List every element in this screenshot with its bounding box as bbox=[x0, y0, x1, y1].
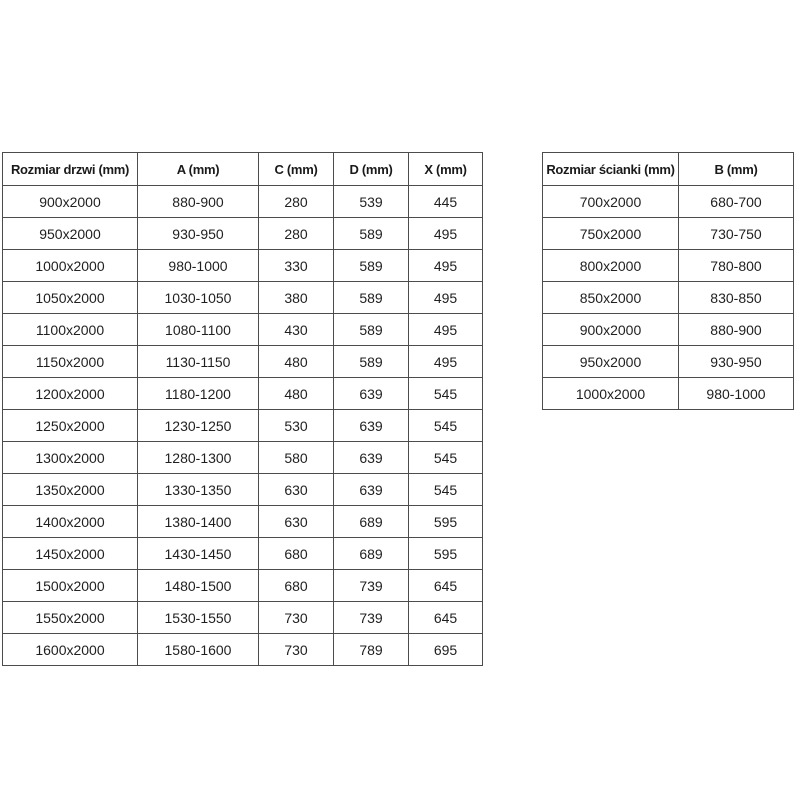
door-size-table bbox=[2, 152, 483, 666]
table-cell: 539 bbox=[334, 186, 409, 218]
table-cell: 1200x2000 bbox=[3, 378, 138, 410]
table-cell: 1580-1600 bbox=[138, 634, 259, 666]
table-cell: 680-700 bbox=[679, 186, 794, 218]
table-row bbox=[3, 602, 483, 634]
table-cell: 330 bbox=[259, 250, 334, 282]
table-cell: 1380-1400 bbox=[138, 506, 259, 538]
table-row bbox=[543, 186, 794, 218]
table-cell: 780-800 bbox=[679, 250, 794, 282]
table-cell: 1530-1550 bbox=[138, 602, 259, 634]
table-cell: 1000x2000 bbox=[3, 250, 138, 282]
table-row bbox=[3, 506, 483, 538]
table-cell: 645 bbox=[409, 602, 483, 634]
table-row bbox=[543, 218, 794, 250]
table-cell: 1280-1300 bbox=[138, 442, 259, 474]
table-cell: 595 bbox=[409, 506, 483, 538]
table-cell: 430 bbox=[259, 314, 334, 346]
table-cell: 589 bbox=[334, 346, 409, 378]
table-cell: 750x2000 bbox=[543, 218, 679, 250]
column-header: Rozmiar ścianki (mm) bbox=[543, 153, 679, 186]
table-cell: 639 bbox=[334, 410, 409, 442]
wall-table-header-row bbox=[543, 153, 794, 186]
table-row bbox=[3, 314, 483, 346]
table-cell: 1130-1150 bbox=[138, 346, 259, 378]
table-cell: 545 bbox=[409, 474, 483, 506]
table-cell: 900x2000 bbox=[3, 186, 138, 218]
table-cell: 730 bbox=[259, 602, 334, 634]
wall-table-body bbox=[543, 186, 794, 410]
table-cell: 1180-1200 bbox=[138, 378, 259, 410]
table-cell: 495 bbox=[409, 218, 483, 250]
table-row bbox=[3, 378, 483, 410]
table-cell: 1230-1250 bbox=[138, 410, 259, 442]
table-cell: 1030-1050 bbox=[138, 282, 259, 314]
table-cell: 645 bbox=[409, 570, 483, 602]
column-header: C (mm) bbox=[259, 153, 334, 186]
table-row bbox=[3, 186, 483, 218]
table-cell: 1480-1500 bbox=[138, 570, 259, 602]
table-cell: 1080-1100 bbox=[138, 314, 259, 346]
table-cell: 545 bbox=[409, 410, 483, 442]
table-cell: 1350x2000 bbox=[3, 474, 138, 506]
table-cell: 545 bbox=[409, 378, 483, 410]
table-cell: 730-750 bbox=[679, 218, 794, 250]
table-cell: 880-900 bbox=[138, 186, 259, 218]
table-row bbox=[3, 218, 483, 250]
table-cell: 695 bbox=[409, 634, 483, 666]
table-cell: 739 bbox=[334, 570, 409, 602]
table-cell: 700x2000 bbox=[543, 186, 679, 218]
table-cell: 589 bbox=[334, 250, 409, 282]
table-cell: 730 bbox=[259, 634, 334, 666]
table-cell: 480 bbox=[259, 346, 334, 378]
table-row bbox=[3, 410, 483, 442]
table-cell: 480 bbox=[259, 378, 334, 410]
table-cell: 900x2000 bbox=[543, 314, 679, 346]
table-row bbox=[543, 378, 794, 410]
table-row bbox=[3, 250, 483, 282]
table-row bbox=[3, 570, 483, 602]
column-header: D (mm) bbox=[334, 153, 409, 186]
table-row bbox=[543, 250, 794, 282]
table-cell: 689 bbox=[334, 506, 409, 538]
table-row bbox=[3, 634, 483, 666]
table-cell: 380 bbox=[259, 282, 334, 314]
table-row bbox=[3, 346, 483, 378]
table-cell: 545 bbox=[409, 442, 483, 474]
table-cell: 930-950 bbox=[138, 218, 259, 250]
table-cell: 639 bbox=[334, 378, 409, 410]
wall-size-table bbox=[542, 152, 794, 410]
table-cell: 639 bbox=[334, 474, 409, 506]
door-table-body bbox=[3, 186, 483, 666]
table-cell: 1050x2000 bbox=[3, 282, 138, 314]
table-row bbox=[543, 314, 794, 346]
table-cell: 530 bbox=[259, 410, 334, 442]
table-cell: 980-1000 bbox=[138, 250, 259, 282]
table-cell: 495 bbox=[409, 346, 483, 378]
table-cell: 280 bbox=[259, 218, 334, 250]
table-cell: 680 bbox=[259, 570, 334, 602]
table-cell: 495 bbox=[409, 314, 483, 346]
table-cell: 689 bbox=[334, 538, 409, 570]
table-cell: 589 bbox=[334, 314, 409, 346]
table-row bbox=[3, 282, 483, 314]
table-cell: 495 bbox=[409, 250, 483, 282]
table-cell: 1450x2000 bbox=[3, 538, 138, 570]
table-cell: 980-1000 bbox=[679, 378, 794, 410]
column-header: B (mm) bbox=[679, 153, 794, 186]
table-cell: 800x2000 bbox=[543, 250, 679, 282]
table-cell: 950x2000 bbox=[3, 218, 138, 250]
table-cell: 1430-1450 bbox=[138, 538, 259, 570]
table-cell: 589 bbox=[334, 218, 409, 250]
table-row bbox=[3, 474, 483, 506]
table-cell: 1550x2000 bbox=[3, 602, 138, 634]
table-cell: 1150x2000 bbox=[3, 346, 138, 378]
table-cell: 630 bbox=[259, 474, 334, 506]
column-header: Rozmiar drzwi (mm) bbox=[3, 153, 138, 186]
table-cell: 639 bbox=[334, 442, 409, 474]
table-cell: 1000x2000 bbox=[543, 378, 679, 410]
table-cell: 680 bbox=[259, 538, 334, 570]
table-cell: 850x2000 bbox=[543, 282, 679, 314]
table-cell: 495 bbox=[409, 282, 483, 314]
table-cell: 1400x2000 bbox=[3, 506, 138, 538]
table-cell: 739 bbox=[334, 602, 409, 634]
table-cell: 1250x2000 bbox=[3, 410, 138, 442]
table-row bbox=[3, 442, 483, 474]
table-cell: 1600x2000 bbox=[3, 634, 138, 666]
table-cell: 950x2000 bbox=[543, 346, 679, 378]
table-cell: 580 bbox=[259, 442, 334, 474]
table-cell: 830-850 bbox=[679, 282, 794, 314]
column-header: X (mm) bbox=[409, 153, 483, 186]
table-cell: 1100x2000 bbox=[3, 314, 138, 346]
table-cell: 1500x2000 bbox=[3, 570, 138, 602]
table-cell: 1300x2000 bbox=[3, 442, 138, 474]
table-cell: 280 bbox=[259, 186, 334, 218]
table-cell: 930-950 bbox=[679, 346, 794, 378]
table-row bbox=[3, 538, 483, 570]
table-row bbox=[543, 282, 794, 314]
table-cell: 1330-1350 bbox=[138, 474, 259, 506]
table-cell: 445 bbox=[409, 186, 483, 218]
table-row bbox=[543, 346, 794, 378]
table-cell: 880-900 bbox=[679, 314, 794, 346]
table-cell: 589 bbox=[334, 282, 409, 314]
table-cell: 595 bbox=[409, 538, 483, 570]
door-table-header-row bbox=[3, 153, 483, 186]
column-header: A (mm) bbox=[138, 153, 259, 186]
table-cell: 630 bbox=[259, 506, 334, 538]
table-cell: 789 bbox=[334, 634, 409, 666]
